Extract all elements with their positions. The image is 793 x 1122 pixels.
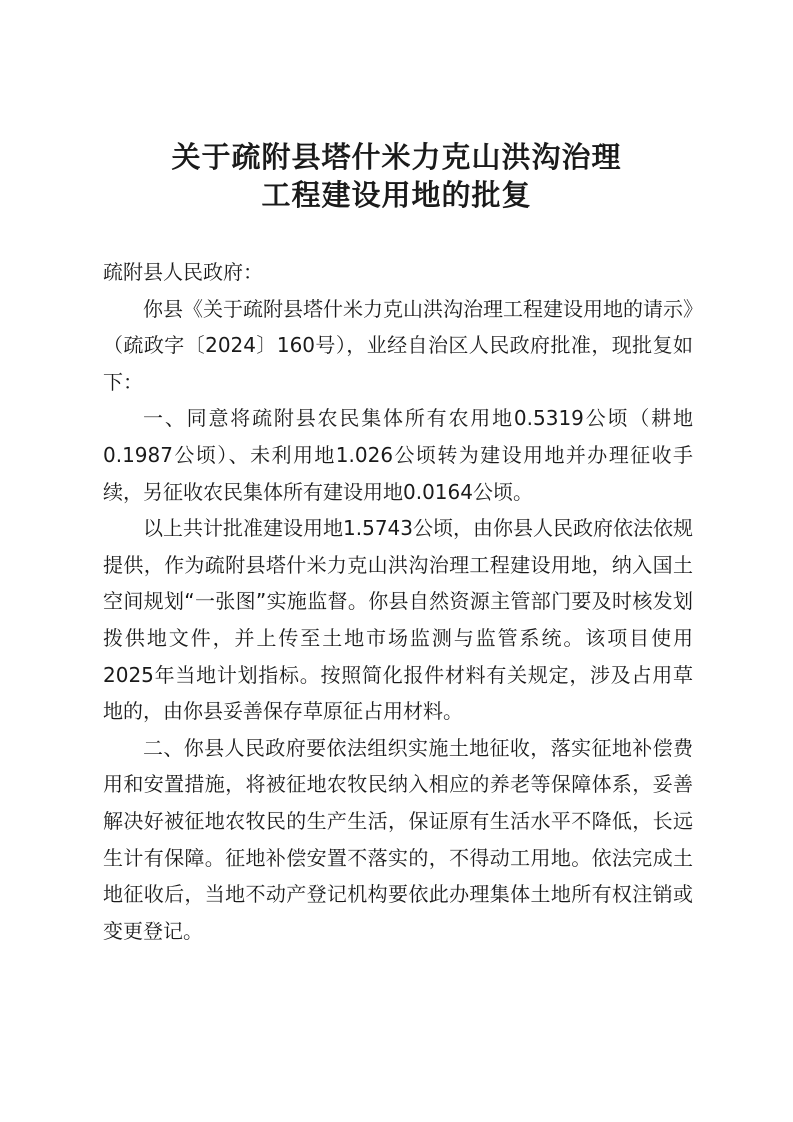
title-line-2: 工程建设用地的批复 [261,178,532,212]
salutation: 疏附县人民政府： [103,260,263,284]
paragraph-total: 以上共计批准建设用地1.5743公顷，由你县人民政府依法依规提供，作为疏附县塔什米力克山洪沟治理工程建设用地，纳入国土空间规划“一张图”实施监督。你县自然资源主管部门要及时核发划拨供地文件，并上传至土地市场监测与监管系统。该项目使用2025年当地计划指标。按照简化报件材料有关规定，涉及占用草地的，由你县妥善保存草原征占用材料。 [103,516,693,724]
title-line-1: 关于疏附县塔什米力克山洪沟治理 [171,140,622,174]
paragraph-item-one: 一、同意将疏附县农民集体所有农用地0.5319公顷（耕地0.1987公顷）、未利用地1.026公顷转为建设用地并办理征收手续，另征收农民集体所有建设用地0.0164公顷。 [103,406,693,504]
paragraph-item-two: 二、你县人民政府要依法组织实施土地征收，落实征地补偿费用和安置措施，将被征地农牧民纳入相应的养老等保障体系，妥善解决好被征地农牧民的生产生活，保证原有生活水平不降低，长远生计有保障。征地补偿安置不落实的，不得动工用地。依法完成土地征收后，当地不动产登记机构要依此办理集体土地所有权注销或变更登记。 [103,735,693,943]
document-body [103,254,693,949]
document-title [0,138,793,214]
paragraph-request: 你县《关于疏附县塔什米力克山洪沟治理工程建设用地的请示》（疏政字〔2024〕160号），业经自治区人民政府批准，现批复如下： [103,296,693,394]
